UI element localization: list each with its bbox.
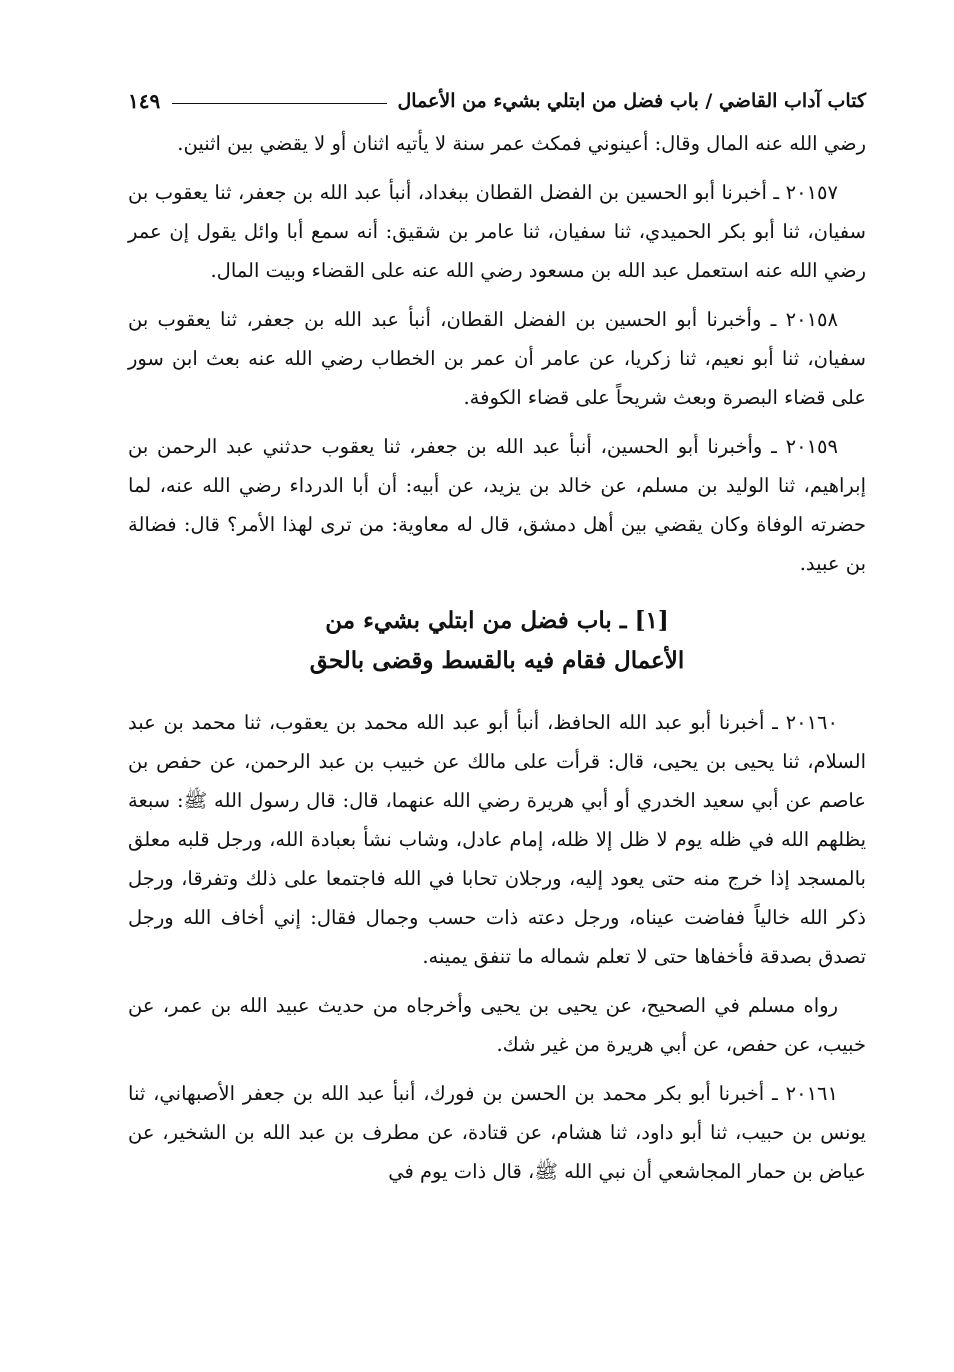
running-header [128,84,866,118]
page-number: ١٤٩ [128,89,161,113]
hadith-paragraph: ٢٠١٥٧ ـ أخبرنا أبو الحسين بن الفضل القطان ببغداد، أنبأ عبد الله بن جعفر، ثنا يعقوب بن سفيان، ثنا أبو بكر الحميدي، ثنا سفيان، ثنا عامر بن شقيق: أنه سمع أبا وائل يقول إن عمر رضي الله عنه استعمل عبد الله بن مسعود رضي الله عنه على القضاء وبيت المال. [128,181,866,282]
hadith-paragraph: ٢٠١٦٠ ـ أخبرنا أبو عبد الله الحافظ، أنبأ أبو عبد الله محمد بن يعقوب، ثنا محمد بن عبد السلام، ثنا يحيى بن يحيى، قال: قرأت على مالك عن خبيب بن عبد الرحمن، عن حفص بن عاصم عن أبي سعيد الخدري أو أبي هريرة رضي الله عنهما، قال: قال رسول الله ﷺ: سبعة يظلهم الله في ظله يوم لا ظل إلا ظله، إمام عادل، وشاب نشأ بعبادة الله، ورجل قلبه معلق بالمسجد إذا خرج منه حتى يعود إليه، ورجلان تحابا في الله فاجتمعا على ذلك وتفرقا، ورجل ذكر الله خالياً ففاضت عيناه، ورجل دعته ذات حسب وجمال فقال: إني أخاف الله ورجل تصدق بصدقة فأخفاها حتى لا تعلم شماله ما تنفق يمينه. [128,711,866,968]
header-title: كتاب آداب القاضي / باب فضل من ابتلي بشيء من الأعمال [397,90,866,112]
body-text [128,124,866,1191]
hadith-paragraph: ٢٠١٥٨ ـ وأخبرنا أبو الحسين بن الفضل القطان، أنبأ عبد الله بن جعفر، ثنا يعقوب بن سفيان، ثنا أبو نعيم، ثنا زكريا، عن عامر أن عمر بن الخطاب رضي الله عنه بعث ابن سور على قضاء البصرة وبعث شريحاً على قضاء الكوفة. [128,308,866,409]
chapter-heading [128,601,866,681]
paragraph: رضي الله عنه المال وقال: أعينوني فمكث عمر سنة لا يأتيه اثنان أو لا يقضي بين اثنين. [177,132,866,155]
hadith-paragraph: ٢٠١٦١ ـ أخبرنا أبو بكر محمد بن الحسن بن فورك، أنبأ عبد الله بن جعفر الأصبهاني، ثنا يونس بن حبيب، ثنا أبو داود، ثنا هشام، عن قتادة، عن مطرف بن عبد الله بن الشخير، عن عياض بن حمار المجاشعي أن نبي الله ﷺ، قال ذات يوم في [128,1082,866,1183]
chapter-heading-line: [١] ـ باب فضل من ابتلي بشيء من [325,607,669,634]
hadith-paragraph: ٢٠١٥٩ ـ وأخبرنا أبو الحسين، أنبأ عبد الله بن جعفر، ثنا يعقوب حدثني عبد الرحمن بن إبراهيم، ثنا الوليد بن مسلم، عن خالد بن يزيد، عن أبيه: أن أبا الدرداء رضي الله عنه، لما حضرته الوفاة وكان يقضي بين أهل دمشق، قال له معاوية: من ترى لهذا الأمر؟ قال: فضالة بن عبيد. [128,435,866,575]
commentary-paragraph: رواه مسلم في الصحيح، عن يحيى بن يحيى وأخرجاه من حديث عبيد الله بن عمر، عن خبيب، عن حفص، عن أبي هريرة من غير شك. [128,994,866,1056]
chapter-heading-line: الأعمال فقام فيه بالقسط وقضى بالحق [309,647,685,674]
header-rule [172,103,387,104]
